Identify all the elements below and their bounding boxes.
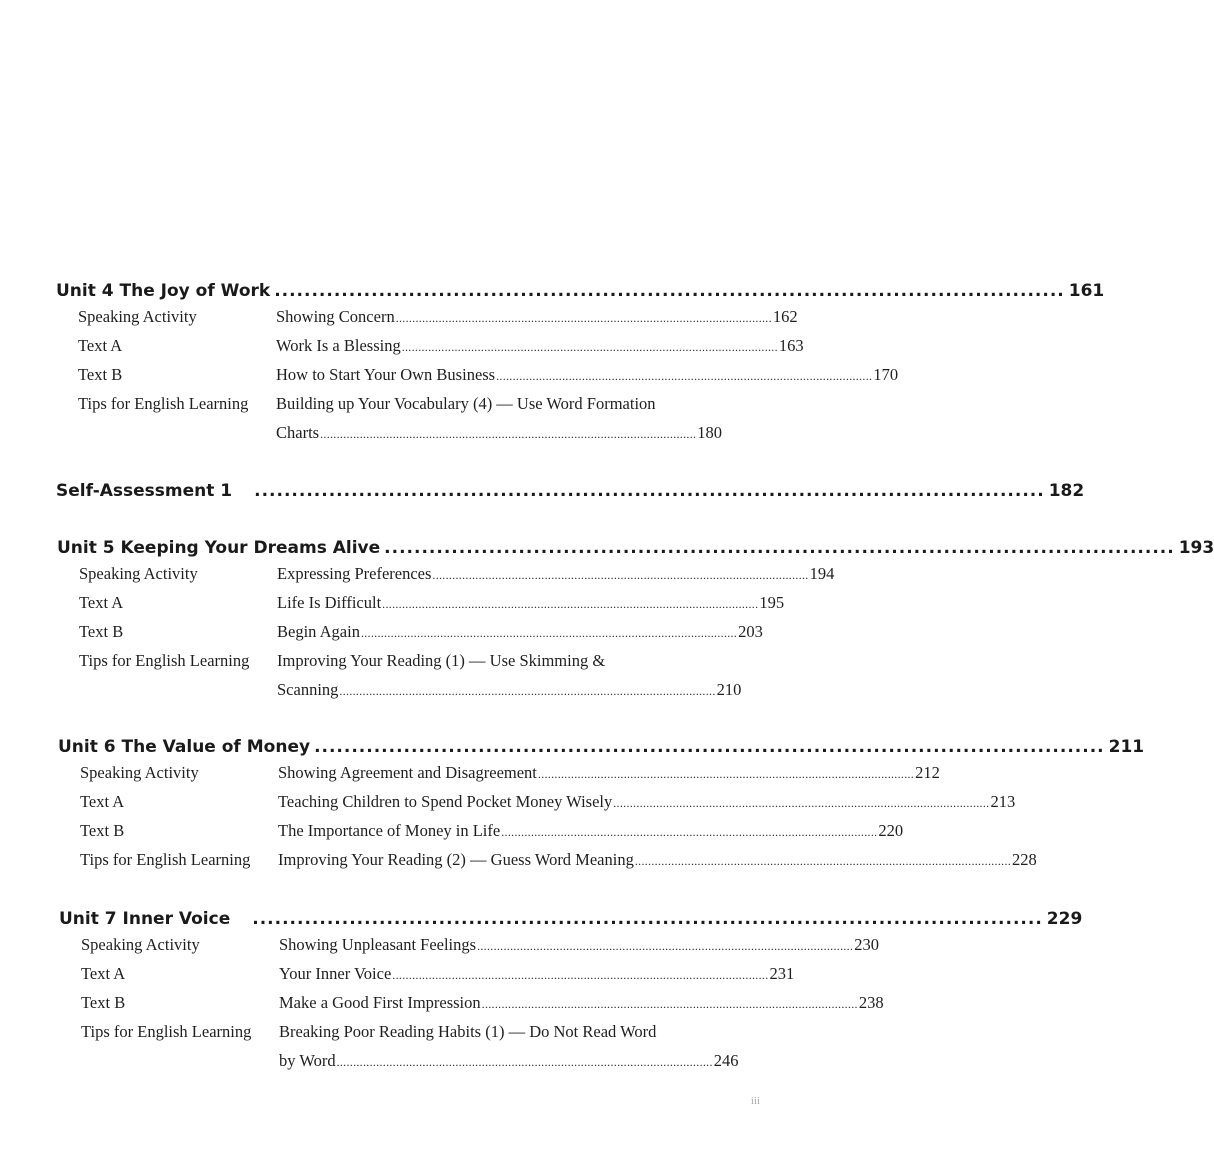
toc-entry[interactable] [57,564,835,593]
entry-page-number: 180 [697,423,723,442]
entry-page-number: 194 [809,564,835,583]
toc-unit-5 [57,538,1214,709]
toc-entry-continuation[interactable] [59,1051,739,1080]
entry-page-number: 246 [713,1051,739,1070]
toc-unit-4 [56,281,1105,452]
entry-topic: Breaking Poor Reading Habits (1) — Do Not Read Word [279,1022,657,1041]
entry-label: Speaking Activity [78,307,197,326]
leader-dots: .................................................................................................................. [320,427,697,441]
entry-topic: Begin Again [277,622,360,641]
entry-page-number: 210 [716,680,742,699]
entry-label: Tips for English Learning [79,651,250,670]
entry-label: Tips for English Learning [78,394,249,413]
entry-label: Text B [80,821,125,840]
toc-entry[interactable] [58,792,1016,821]
entry-topic: Expressing Preferences [277,564,432,583]
entry-topic: Work Is a Blessing [276,336,401,355]
entry-page-number: 230 [854,935,880,954]
toc-entry-continuation[interactable] [56,423,723,452]
entry-page-number: 231 [769,964,795,983]
entry-label: Text B [78,365,123,384]
unit-title: Unit 5 Keeping Your Dreams Alive [57,538,381,558]
entry-topic: Life Is Difficult [277,593,382,612]
entry-label: Tips for English Learning [81,1022,252,1041]
entry-topic: Teaching Children to Spend Pocket Money Wisely [278,792,613,811]
toc-entry[interactable] [57,651,697,680]
unit-page-number: 211 [1108,737,1145,757]
leader-dots: .......................................................................................................... [314,737,1105,757]
entry-topic-continued: Charts [276,423,320,442]
unit-page-number: 229 [1046,909,1083,929]
leader-dots: .................................................................................................................. [382,597,759,611]
leader-dots: .................................................................................................................. [634,854,1012,868]
entry-page-number: 162 [772,307,798,326]
toc-entry[interactable] [59,935,880,964]
entry-topic: Building up Your Vocabulary (4) — Use Word Formation [276,394,656,413]
toc-entry[interactable] [56,394,696,423]
leader-dots: .......................................................................................................... [384,538,1175,558]
leader-dots: .................................................................................................................. [392,968,769,982]
toc-entry[interactable] [58,763,940,792]
leader-dots: .................................................................................................................. [477,939,854,953]
unit-title: Unit 7 Inner Voice [59,909,231,929]
entry-page-number: 213 [990,792,1016,811]
entry-topic: Showing Agreement and Disagreement [278,763,537,782]
entry-label: Speaking Activity [81,935,200,954]
leader-dots: .................................................................................................................. [496,369,873,383]
entry-label: Text B [81,993,126,1012]
toc-entry[interactable] [56,365,899,394]
entry-topic: Your Inner Voice [279,964,392,983]
toc-self-assessment-1 [56,481,1085,507]
toc-entry-continuation[interactable] [57,680,742,709]
leader-dots: .................................................................................................................. [613,796,990,810]
leader-dots: .................................................................................................................. [537,767,915,781]
unit-page-number: 182 [1048,481,1085,501]
toc-entry[interactable] [56,307,798,336]
entry-topic: The Importance of Money in Life [278,821,501,840]
entry-page-number: 170 [873,365,899,384]
entry-page-number: 212 [915,763,940,782]
unit-page-number: 161 [1068,281,1105,301]
leader-dots: .................................................................................................................. [339,684,716,698]
unit-heading[interactable] [57,538,1214,564]
entry-label: Text A [79,593,124,612]
toc-entry[interactable] [59,1022,699,1051]
entry-label: Tips for English Learning [80,850,251,869]
leader-dots: .......................................................................................................... [274,281,1065,301]
entry-page-number: 163 [778,336,804,355]
unit-title: Unit 4 The Joy of Work [56,281,271,301]
entry-topic: Make a Good First Impression [279,993,481,1012]
leader-dots: .......................................................................................................... [254,481,1045,501]
page-number-roman: iii [750,1095,760,1107]
toc-entry[interactable] [57,593,785,622]
leader-dots: .................................................................................................................. [481,997,858,1011]
entry-label: Text A [78,336,123,355]
entry-topic-continued: Scanning [277,680,339,699]
leader-dots: .................................................................................................................. [395,311,772,325]
leader-dots: .................................................................................................................. [401,340,778,354]
unit-title: Self-Assessment 1 [56,481,233,501]
entry-page-number: 195 [759,593,785,612]
entry-label: Text A [81,964,126,983]
leader-dots: .................................................................................................................. [336,1055,713,1069]
entry-topic: How to Start Your Own Business [276,365,496,384]
entry-label: Speaking Activity [79,564,198,583]
leader-dots: .......................................................................................................... [252,909,1043,929]
entry-page-number: 220 [878,821,904,840]
entry-label: Speaking Activity [80,763,199,782]
unit-heading[interactable] [56,281,1105,307]
unit-heading[interactable] [58,737,1145,763]
unit-heading[interactable] [59,909,1083,935]
toc-entry[interactable] [58,821,904,850]
entry-topic-continued: by Word [279,1051,336,1070]
toc-entry[interactable] [59,993,884,1022]
entry-topic: Showing Unpleasant Feelings [279,935,477,954]
entry-page-number: 203 [738,622,763,641]
leader-dots: .................................................................................................................. [501,825,878,839]
entry-topic: Improving Your Reading (1) — Use Skimming & [277,651,606,670]
entry-label: Text A [80,792,125,811]
entry-label: Text B [79,622,124,641]
toc-unit-6 [58,737,1145,879]
toc-entry[interactable] [56,336,804,365]
toc-entry[interactable] [59,964,795,993]
toc-unit-7 [59,909,1083,1080]
entry-page-number: 228 [1012,850,1037,869]
entry-topic: Showing Concern [276,307,395,326]
toc-entry[interactable] [57,622,763,651]
entry-topic: Improving Your Reading (2) — Guess Word Meaning [278,850,634,869]
unit-heading[interactable] [56,481,1085,507]
leader-dots: .................................................................................................................. [360,626,738,640]
unit-page-number: 193 [1178,538,1214,558]
entry-page-number: 238 [858,993,884,1012]
leader-dots: .................................................................................................................. [432,568,809,582]
unit-title: Unit 6 The Value of Money [58,737,311,757]
toc-entry[interactable] [58,850,1037,879]
